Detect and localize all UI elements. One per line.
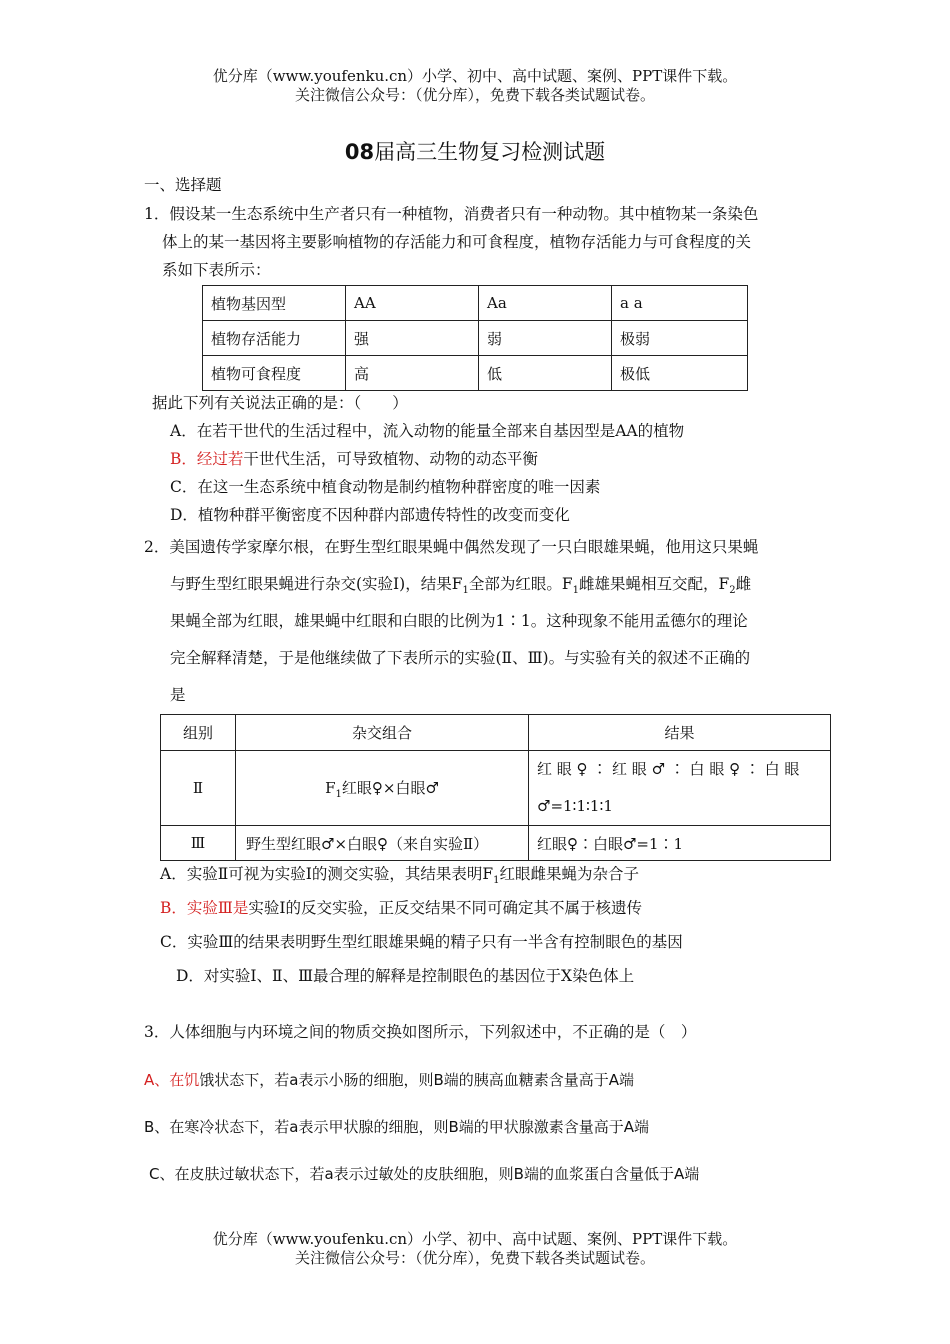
text: 红 眼 ♀ ∶ 红 眼 ♂ ∶ 白 眼 ♀ ∶ 白 眼 (537, 760, 800, 778)
table-cell (236, 751, 529, 826)
table-cell: 植物基因型 (203, 286, 346, 321)
table-row (203, 356, 748, 391)
table-row (203, 321, 748, 356)
q2-line-5: 是 (170, 686, 186, 704)
answer-highlight: B．经过若 (170, 450, 244, 468)
q2-line-4: 完全解释清楚，于是他继续做了下表所示的实验(Ⅱ、Ⅲ)。与实验有关的叙述不正确的 (170, 649, 751, 667)
table-cell: 高 (346, 356, 479, 391)
option-text: 干世代生活，可导致植物、动物的动态平衡 (243, 450, 538, 468)
table-cell: 极弱 (612, 321, 748, 356)
table-cell (529, 751, 831, 826)
text: 雌 (735, 575, 752, 593)
table-header: 杂交组合 (236, 715, 529, 751)
subscript: 1 (335, 788, 342, 800)
table-cell: AA (346, 286, 479, 321)
text: 红眼♀×白眼♂ (341, 778, 439, 797)
q1-line-2: 体上的某一基因将主要影响植物的存活能力和可食程度，植物存活能力与可食程度的关 (162, 233, 752, 251)
q3-stem: 3．人体细胞与内环境之间的物质交换如图所示，下列叙述中，不正确的是（ ） (144, 1023, 697, 1041)
table-cell: 野生型红眼♂×白眼♀（来自实验Ⅱ） (236, 826, 529, 861)
header-line-2: 关注微信公众号：（优分库），免费下载各类试题试卷。 (294, 86, 655, 104)
text: 与野生型红眼果蝇进行杂交(实验Ⅰ)，结果F (170, 575, 463, 593)
text: F (325, 778, 336, 797)
q1-option-b (170, 447, 538, 469)
text: 红眼雌果蝇为杂合子 (499, 865, 639, 883)
header-line-1: 优分库（www.youfenku.cn）小学、初中、高中试题、案例、PPT课件下载。 (212, 67, 738, 85)
q2-option-a (160, 862, 639, 886)
page-title (0, 136, 950, 166)
table-cell: Aa (479, 286, 612, 321)
q1-option-a: A．在若干世代的生活过程中，流入动物的能量全部来自基因型是AA的植物 (170, 422, 685, 440)
q3-option-a (144, 1069, 634, 1090)
subscript: 2 (729, 585, 736, 597)
section-heading: 一、选择题 (144, 176, 222, 194)
answer-highlight: A、在饥 (144, 1071, 200, 1089)
text: A．实验Ⅱ可视为实验Ⅰ的测交实验，其结果表明F (160, 865, 494, 883)
subscript: 1 (572, 585, 579, 597)
title-bold: 08 (344, 140, 375, 164)
q2-line-1: 2．美国遗传学家摩尔根，在野生型红眼果蝇中偶然发现了一只白眼雄果蝇，他用这只果蝇 (144, 538, 759, 556)
q2-line-3: 果蝇全部为红眼，雄果蝇中红眼和白眼的比例为1∶1。这种现象不能用孟德尔的理论 (170, 612, 748, 630)
table-cell: a a (612, 286, 748, 321)
table-row (203, 286, 748, 321)
option-text: 实验Ⅰ的反交实验，正反交结果不同可确定其不属于核遗传 (248, 899, 642, 917)
title-text: 届高三生物复习检测试题 (374, 140, 606, 164)
table-row (161, 826, 831, 861)
table-cell: 极低 (612, 356, 748, 391)
subscript: 1 (493, 875, 500, 887)
table-cell: Ⅱ (161, 751, 236, 826)
text: 雌雄果蝇相互交配，F (579, 575, 730, 593)
table-cell: 弱 (479, 321, 612, 356)
table-row (161, 715, 831, 751)
table-cell: 低 (479, 356, 612, 391)
table-cell: 强 (346, 321, 479, 356)
q2-line-2 (170, 572, 751, 596)
q2-option-b (160, 896, 642, 918)
table-header: 组别 (161, 715, 236, 751)
footer-line-2: 关注微信公众号：（优分库），免费下载各类试题试卷。 (294, 1249, 655, 1267)
option-text: 饿状态下，若a表示小肠的细胞，则B端的胰高血糖素含量高于A端 (199, 1071, 635, 1089)
table-header: 结果 (529, 715, 831, 751)
table-cell: 植物可食程度 (203, 356, 346, 391)
q2-table (160, 714, 831, 861)
q2-option-c: C．实验Ⅲ的结果表明野生型红眼雄果蝇的精子只有一半含有控制眼色的基因 (160, 933, 683, 951)
table-row (161, 751, 831, 826)
answer-highlight: B．实验Ⅲ是 (160, 899, 249, 917)
q3-option-b: B、在寒冷状态下，若a表示甲状腺的细胞，则B端的甲状腺激素含量高于A端 (144, 1118, 650, 1136)
table-cell: 植物存活能力 (203, 321, 346, 356)
table-cell: Ⅲ (161, 826, 236, 861)
q1-option-c: C．在这一生态系统中植食动物是制约植物种群密度的唯一因素 (170, 478, 601, 496)
footer-line-1: 优分库（www.youfenku.cn）小学、初中、高中试题、案例、PPT课件下载。 (212, 1230, 738, 1248)
q2-option-d: D．对实验Ⅰ、Ⅱ、Ⅲ最合理的解释是控制眼色的基因位于X染色体上 (176, 967, 635, 985)
text: 全部为红眼。F (468, 575, 573, 593)
subscript: 1 (462, 585, 469, 597)
q3-option-c: C、在皮肤过敏状态下，若a表示过敏处的皮肤细胞，则B端的血浆蛋白含量低于A端 (149, 1165, 700, 1183)
table-cell: 红眼♀∶白眼♂=1∶1 (529, 826, 831, 861)
q1-line-3: 系如下表所示： (162, 261, 271, 279)
q1-stem: 据此下列有关说法正确的是：（ ） (152, 394, 408, 412)
q1-option-d: D．植物种群平衡密度不因种群内部遗传特性的改变而变化 (170, 506, 570, 524)
text: ♂=1∶1∶1∶1 (537, 797, 613, 815)
q1-table (202, 285, 748, 391)
q1-line-1: 1．假设某一生态系统中生产者只有一种植物，消费者只有一种动物。其中植物某一条染色 (144, 205, 759, 223)
